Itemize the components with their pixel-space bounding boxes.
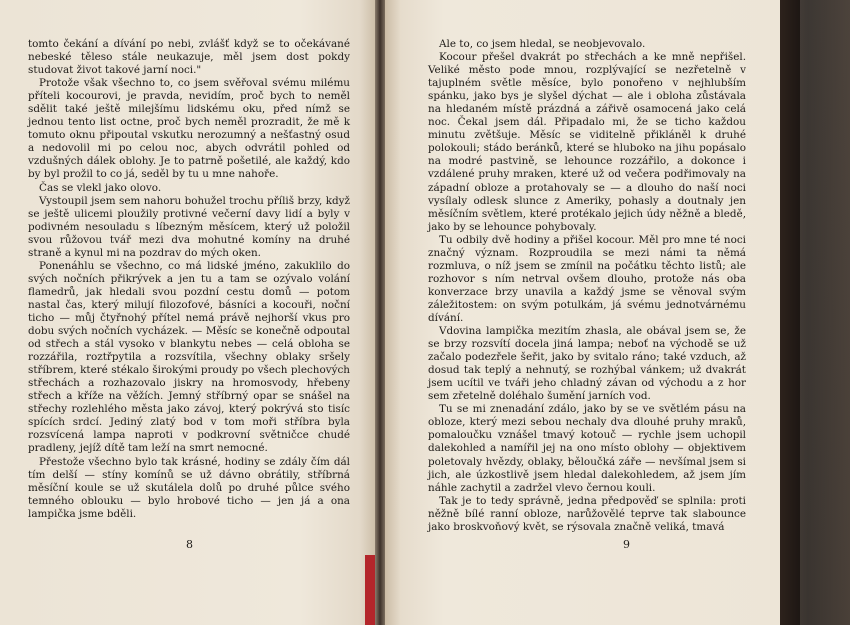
paragraph: Přestože všechno bylo tak krásné, hodiny se zdály čím dál tím delší — stíny komínů se už dávno obrátily, stříbrná měsíční koule se už skutálela dolů po druhé půlce svého temného oblouku — bylo hrobové ticho — jen já a ona lampička jsme bděli.	[28, 455, 350, 520]
paragraph: tomto čekání a dívání po nebi, zvlášť když se to očekávané nebeské těleso stále neukazuje, měl jsem dost pokdy studovat život takové jarní noci."	[28, 38, 350, 77]
paragraph: Ale to, co jsem hledal, se neobjevovalo.	[439, 38, 646, 50]
left-page-text	[28, 38, 350, 521]
left-page	[0, 0, 375, 625]
paragraph: Vdovina lampička mezitím zhasla, ale obával jsem se, že se brzy rozsvítí docela jiná lampa; neboť na východě se už začalo podezřele šeřit, jako by svitalo ráno; také vzduch, až dosud tak teplý a nehnutý, se rozhýbal vánkem; už dvakrát jsem ucítil ve tváři jeho chladný závan od východu a z hor sem zřetelně doléhalo šumění jarních vod.	[428, 325, 746, 403]
paragraph: Kocour přešel dvakrát po střechách a ke mně nepřišel. Veliké město pode mnou, rozplývající se nezřetelně v tajuplném světle měsíce, bylo ponořeno v nejhlubším spánku, jako bys je slyšel dýchat — ale i obloha zůstávala na hledaném místě prázdná a zářivě osamocená jako celá noc. Čekal jsem dál. Připadalo mi, že se ticho každou minutu zvětšuje. Měsíc se viditelně přikláněl k druhé polokouli; stádo beránků, které se hluboko na jihu popásalo na modré pastvině, se lehounce rozzářilo, a dokonce i vzdálené pruhy mraken, které už od večera podřimovaly na západní obloze a protahovaly se — a dlouho do naší noci vysílaly odlesk slunce z Ameriky, pohasly a doutnaly jen měsíčním světlem, které protékalo jejich údy něžně a bledě, jako by se lehounce pohybovaly.	[428, 51, 746, 233]
background-surface	[800, 0, 850, 625]
paragraph: Vystoupil jsem sem nahoru bohužel trochu příliš brzy, když se ještě ulicemi ploužily protivné večerní davy lidí a byly v podivném nesouladu s líbezným měsícem, který už položil svou růžovou tvář mezi dva mohutné komíny na druhé straně a kynul mi na pozdrav do mých oken.	[28, 194, 350, 259]
right-page-text	[428, 38, 746, 534]
paragraph: Tak je to tedy správně, jedna předpověď se splnila: proti něžně bílé ranní obloze, narůžovělé teprve tak slabounce jako broskvoňový květ, se rýsovala značně veliká, tmavá	[428, 494, 746, 533]
right-page	[385, 0, 780, 625]
book-gutter	[375, 0, 385, 625]
bookmark-ribbon	[365, 555, 375, 625]
paragraph: Čas se vlekl jako olovo.	[39, 181, 162, 194]
page-number-left: 8	[186, 538, 193, 551]
paragraph: Ponenáhlu se všechno, co má lidské jméno, zakuklilo do svých nočních přikrývek a jen tu a tam se ozývalo volání flamedrů, jak hledali svou pozdní cestu domů — potom nastal čas, který milují filozofové, básníci a kocouři, noční ticho — můj čtyřnohý přítel nemá právě nejhorší vkus pro dobu svých nočních vycházek. — Měsíc se konečně odpoutal od střech a stál vysoko v blankytu nebes — celá obloha se rozzářila, roztřpytila a rozsvítila, všechny oblaky sršely stříbrem, které stékalo širokými proudy po všech plechových střechách a rozhazovalo jiskry na hromosvody, hřebeny střech a kříže na věžích. Jemný stříbrný opar se snášel na střechy rozlehlého města jako závoj, který pokrývá sto tisíc spících srdcí. Jediný zlatý bod v tom moři stříbra byla rozsvícená lampa naproti v podkrovní světničce chudé pradleny, jejíž dítě tam leží na smrt nemocné.	[28, 259, 350, 455]
paragraph: Protože však všechno to, co jsem svěřoval svému milému příteli kocourovi, je pravda, nevidím, proč bych to neměl sdělit také ještě milejšímu lidskému oku, před nímž se jednou tento list octne, proč bych neměl prozradit, že mě k tomuto oknu připoutal vskutku nerozumný a nešťastný osud a nedovolil mi po celou noc, abych odvrátil pohled od vzdušných dálek oblohy. Je to patrně pošetilé, ale každý, kdo by byl prožil to co já, seděl by tu u mne nahoře.	[28, 77, 350, 181]
page-number-right: 9	[623, 538, 630, 551]
paragraph: Tu se mi znenadání zdálo, jako by se ve světlém pásu na obloze, který mezi sebou nechaly dva dlouhé pruhy mraků, pomaloučku vznášel tmavý kotouč — rychle jsem uchopil dalekohled a namířil jej na ono místo oblohy — objektivem poletovaly hvězdy, oblaky, běloučká záře — nevšímal jsem si jich, ale úzkostlivě jsem hledal dalekohledem, až jsem jím náhle zachytil a zadržel vlevo černou kouli.	[428, 403, 746, 494]
paragraph: Tu odbily dvě hodiny a přišel kocour. Měl pro mne té noci značný význam. Rozproudila se mezi námi ta němá rozmluva, o níž jsem se zmínil na počátku těchto listů; ale rozhovor s ním netrval ovšem dlouho, protože nás oba konverzace brzy unavila a každý jsme se věnoval svým záležitostem: on svým potulkám, já svému jednotvárnému dívání.	[428, 233, 746, 324]
